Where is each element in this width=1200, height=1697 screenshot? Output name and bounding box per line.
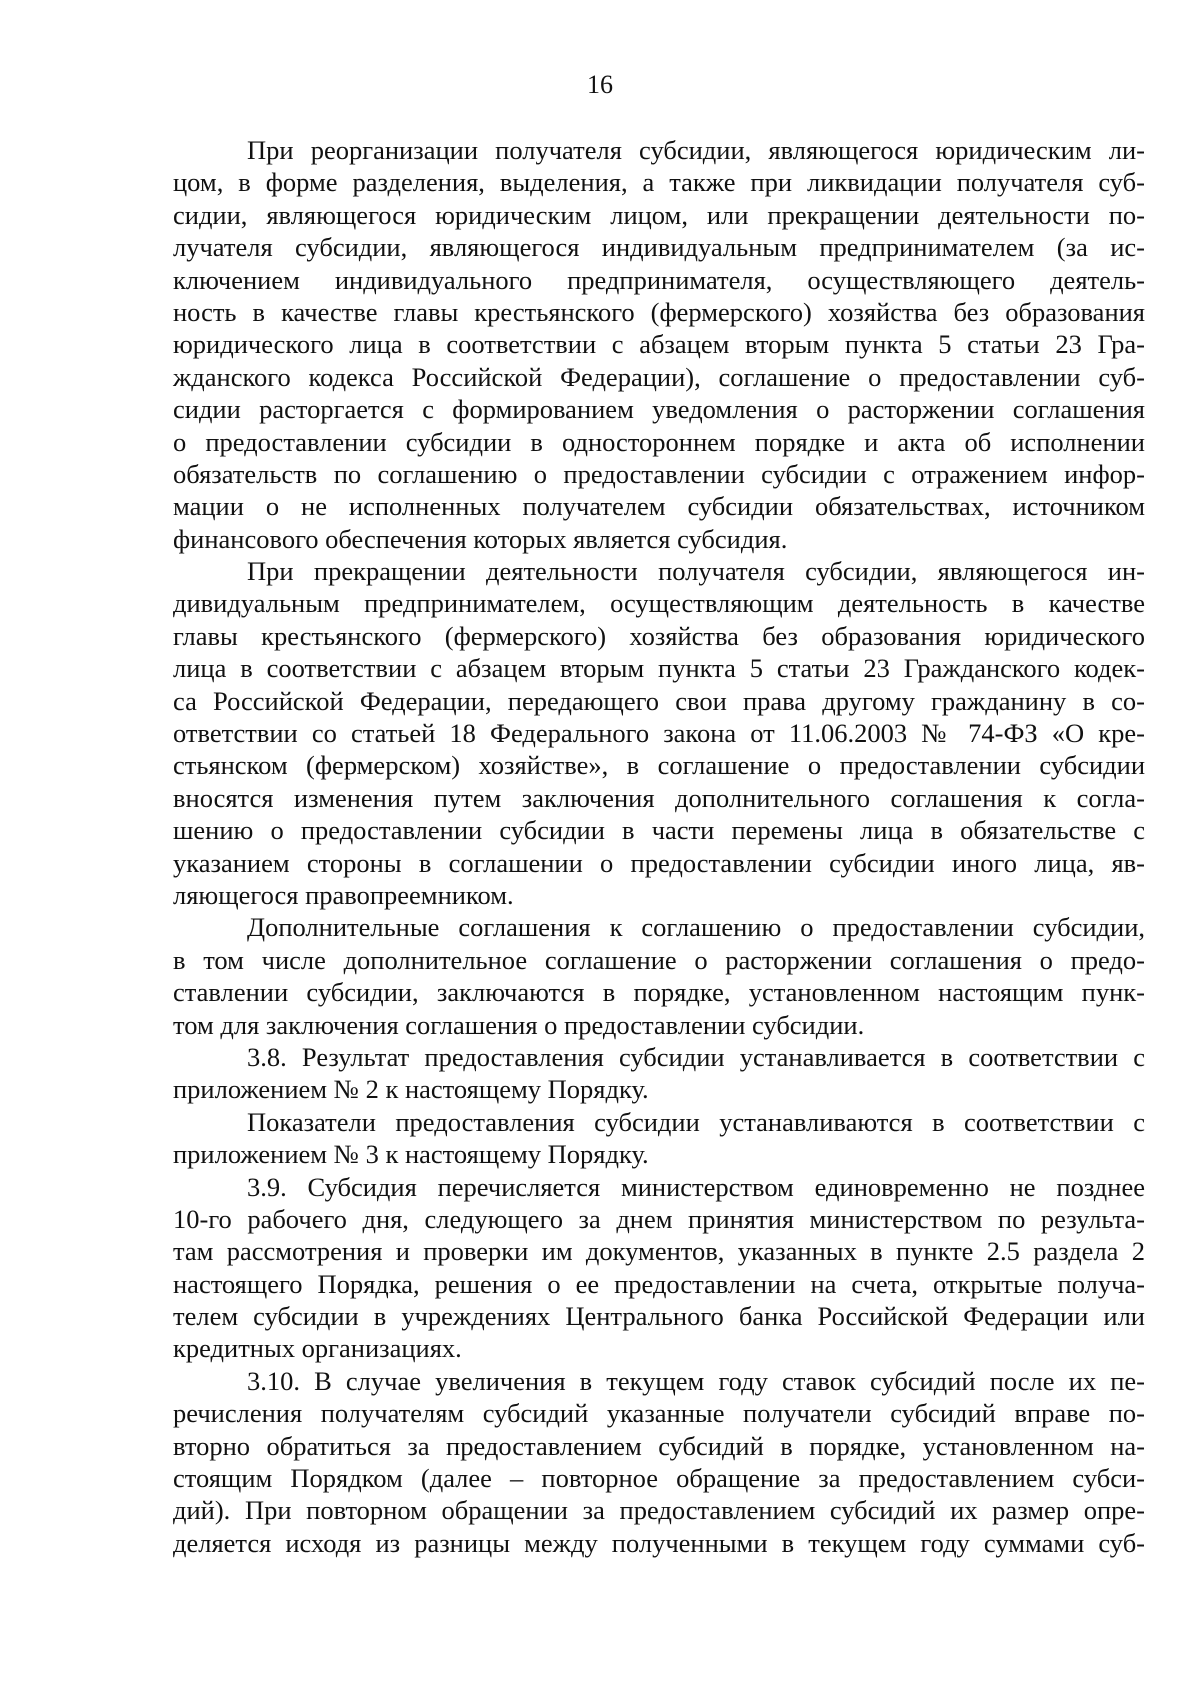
text-line: са Российской Федерации, передающего свои права другому гражданину в со- — [173, 685, 1145, 716]
text-line: ключением индивидуального предпринимателя, осуществляющего деятель- — [173, 264, 1145, 295]
text-line: стьянском (фермерском) хозяйстве», в соглашение о предоставлении субсидии — [173, 750, 1145, 781]
paragraph — [173, 1365, 1145, 1559]
text-line: кредитных организациях. — [173, 1333, 462, 1364]
text-line: телем субсидии в учреждениях Центрального банка Российской Федерации или — [173, 1301, 1145, 1332]
text-line: Показатели предоставления субсидии устанавливаются в соответствии с — [247, 1106, 1145, 1137]
text-line: шению о предоставлении субсидии в части перемены лица в обязательстве с — [173, 815, 1145, 846]
text-line: дивидуальным предпринимателем, осуществляющим деятельность в качестве — [173, 588, 1145, 619]
text-line: там рассмотрения и проверки им документов, указанных в пункте 2.5 раздела 2 — [173, 1236, 1145, 1267]
text-line: деляется исходя из разницы между полученными в текущем году суммами суб- — [173, 1527, 1145, 1558]
text-line: лучателя субсидии, являющегося индивидуальным предпринимателем (за ис- — [173, 232, 1145, 263]
text-line: приложением № 2 к настоящему Порядку. — [173, 1074, 649, 1105]
text-line: 3.8. Результат предоставления субсидии устанавливается в соответствии с — [247, 1041, 1145, 1072]
text-line: 10-го рабочего дня, следующего за днем принятия министерством по результа- — [173, 1203, 1145, 1234]
text-line: 3.9. Субсидия перечисляется министерством единовременно не позднее — [247, 1171, 1145, 1202]
text-line: Дополнительные соглашения к соглашению о предоставлении субсидии, — [247, 912, 1145, 943]
text-line: лица в соответствии с абзацем вторым пункта 5 статьи 23 Гражданского кодек- — [173, 653, 1145, 684]
text-line: ность в качестве главы крестьянского (фермерского) хозяйства без образования — [173, 296, 1145, 327]
text-line: том для заключения соглашения о предоставлении субсидии. — [173, 1009, 865, 1040]
paragraph — [173, 1041, 1145, 1106]
paragraph — [173, 134, 1145, 555]
text-line: ставлении субсидии, заключаются в порядке, установленном настоящим пунк- — [173, 977, 1145, 1008]
paragraph — [173, 1106, 1145, 1171]
text-line: настоящего Порядка, решения о ее предоставлении на счета, открытые получа- — [173, 1268, 1145, 1299]
page-number: 16 — [587, 70, 613, 99]
text-line: стоящим Порядком (далее – повторное обращение за предоставлением субси- — [173, 1463, 1145, 1494]
text-line: вторно обратиться за предоставлением субсидий в порядке, установленном на- — [173, 1430, 1145, 1461]
text-line: дий). При повторном обращении за предоставлением субсидий их размер опре- — [173, 1495, 1145, 1526]
text-line: в том числе дополнительное соглашение о расторжении соглашения о предо- — [173, 944, 1145, 975]
text-line: мации о не исполненных получателем субсидии обязательствах, источником — [173, 491, 1145, 522]
text-line: жданского кодекса Российской Федерации), соглашение о предоставлении суб- — [173, 361, 1145, 392]
text-line: юридического лица в соответствии с абзацем вторым пункта 5 статьи 23 Гра- — [173, 329, 1145, 360]
text-line: о предоставлении субсидии в одностороннем порядке и акта об исполнении — [173, 426, 1145, 457]
paragraph — [173, 1171, 1145, 1365]
text-line: При реорганизации получателя субсидии, являющегося юридическим ли- — [247, 135, 1145, 165]
paragraph — [173, 911, 1145, 1041]
text-line: 3.10. В случае увеличения в текущем году ставок субсидий после их пе- — [247, 1365, 1145, 1396]
document-body — [173, 134, 1145, 1559]
paragraph — [173, 555, 1145, 911]
text-line: вносятся изменения путем заключения дополнительного соглашения к согла- — [173, 782, 1145, 813]
text-line: ответствии со статьей 18 Федерального закона от 11.06.2003 № 74-ФЗ «О кре- — [173, 718, 1145, 749]
text-line: ляющегося правопреемником. — [173, 879, 514, 910]
text-line: сидии расторгается с формированием уведомления о расторжении соглашения — [173, 394, 1145, 425]
text-line: обязательств по соглашению о предоставлении субсидии с отражением инфор- — [173, 458, 1145, 489]
text-line: финансового обеспечения которых является субсидия. — [173, 523, 788, 554]
text-line: цом, в форме разделения, выделения, а также при ликвидации получателя суб- — [173, 167, 1145, 198]
text-line: сидии, являющегося юридическим лицом, или прекращении деятельности по- — [173, 199, 1145, 230]
text-line: речисления получателям субсидий указанные получатели субсидий вправе по- — [173, 1398, 1145, 1429]
text-line: главы крестьянского (фермерского) хозяйства без образования юридического — [173, 620, 1145, 651]
text-line: указанием стороны в соглашении о предоставлении субсидии иного лица, яв- — [173, 847, 1145, 878]
text-line: При прекращении деятельности получателя субсидии, являющегося ин- — [247, 556, 1145, 587]
text-line: приложением № 3 к настоящему Порядку. — [173, 1139, 649, 1170]
